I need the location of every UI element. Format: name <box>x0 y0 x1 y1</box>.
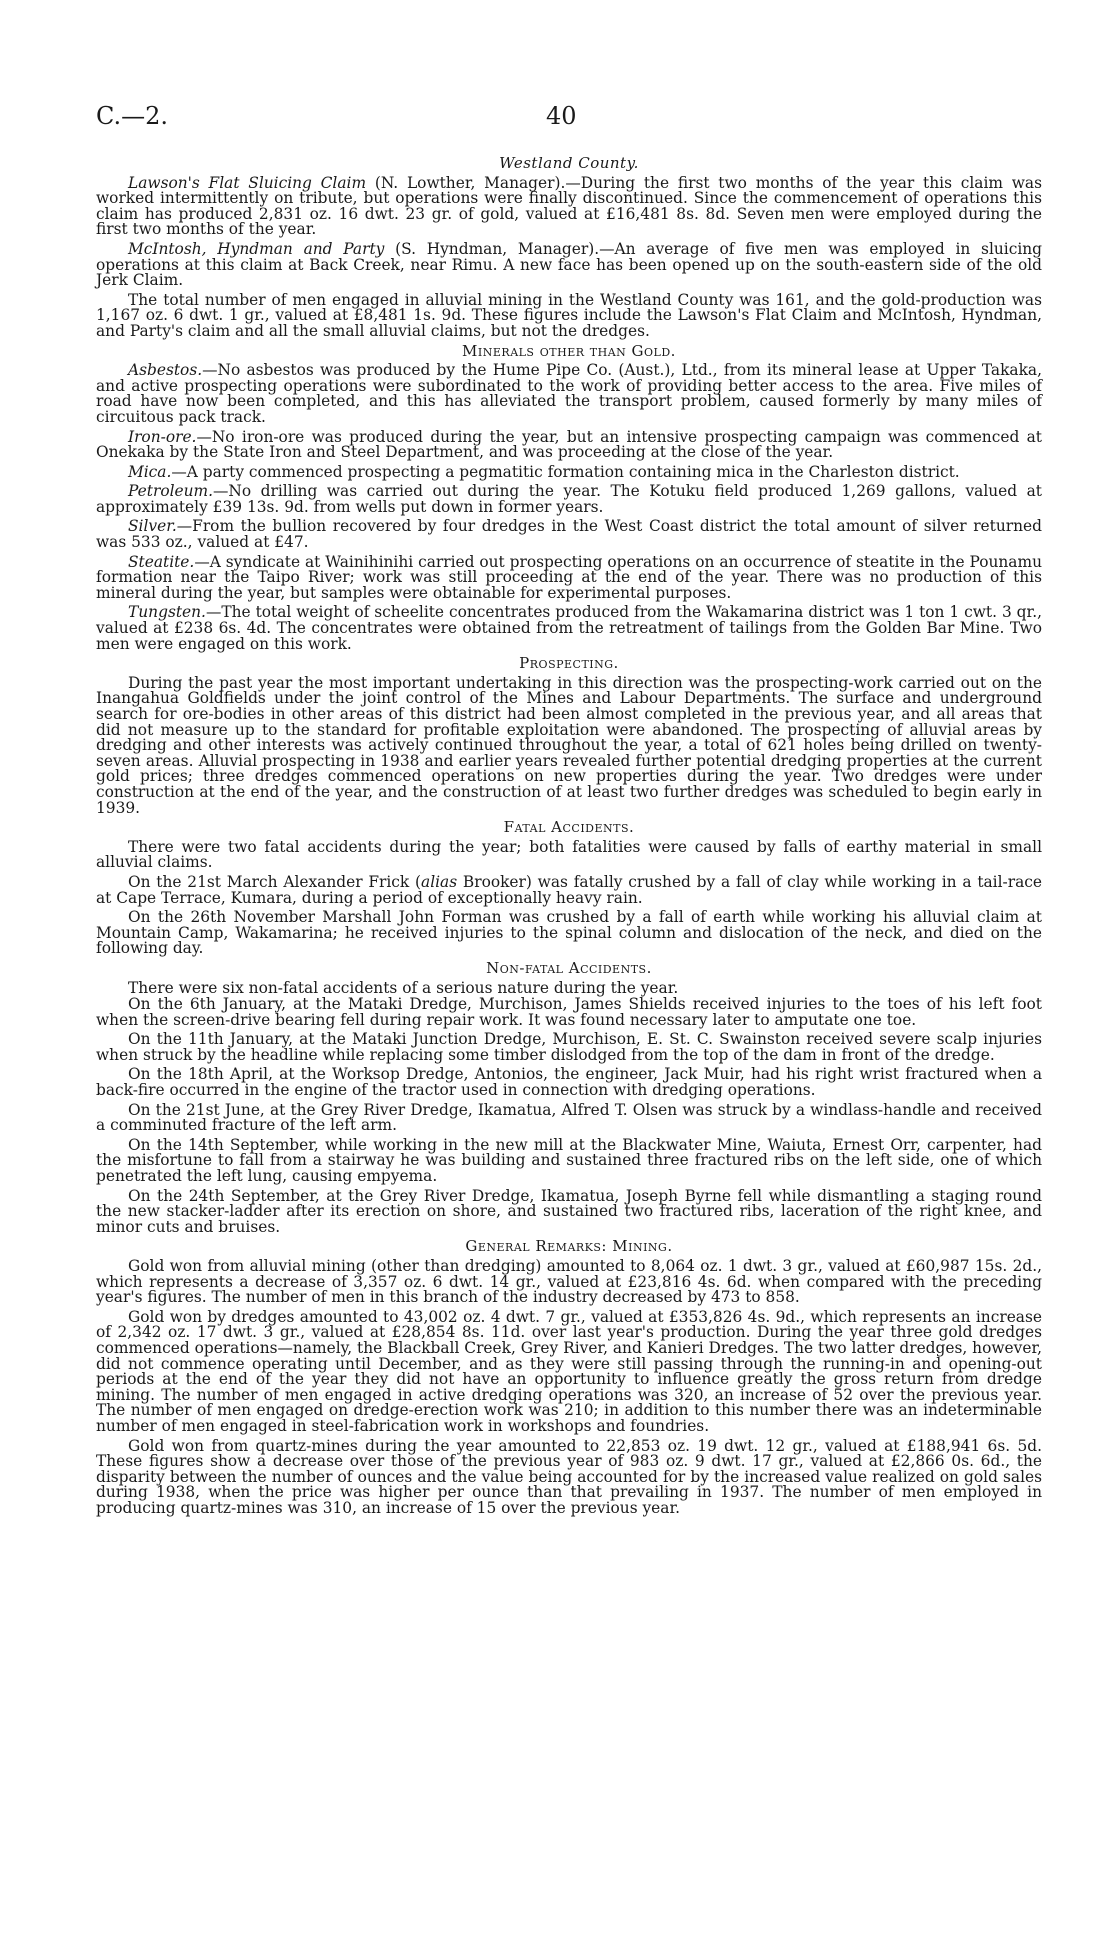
section-heading-minerals: Minerals other than Gold. <box>462 341 676 360</box>
paragraph-alluvial-gold: Gold won from alluvial mining (other than dredging) amounted to 8,064 oz. 1 dwt. 3 gr., valued at £60,987 15s. 2d., which represents a decrease of 3,357 oz. 6 dwt. 14 gr., valued at £23,816 4s. 6d. when compared with the preceding year's figures. The number of men in this branch of the industry decreased by 473 to 858. <box>96 1257 1042 1307</box>
paragraph-text: Brooker) was fatally crushed by a fall of clay while working in a tail-race at Cape Terrace, Kumara, during a period of exceptionally heavy rain. <box>96 872 1042 907</box>
claim-name: McIntosh, Hyndman and Party <box>128 239 385 258</box>
paragraph-text: —A party commenced prospecting a pegmatitic formation containing mica in the Charleston district. <box>171 462 960 481</box>
paragraph-text: —A syndicate at Wainihinihi carried out prospecting operations on an occurrence of steatite in the Pounamu formation near the Taipo River; work was still proceeding at the end of the year. There was no production of this mineral during the year, but samples were obtainable for experimental purposes. <box>96 552 1042 602</box>
paragraph-mcintosh <box>96 239 1043 290</box>
paragraph-text: —No asbestos was produced by the Hume Pipe Co. (Aust.), Ltd., from its mineral lease at Upper Takaka, and active prospecting operations were subordinated to the work of providing better access to the area. Five miles of road have now been completed, and this has alleviated the transport problem, caused formerly by many miles of circuitous pack track. <box>96 361 1042 426</box>
section-heading-prospecting: Prospecting. <box>519 654 619 673</box>
mineral-name: Mica. <box>128 462 172 481</box>
paragraph-nonfatal-olsen: On the 21st June, at the Grey River Dredge, Ikamatua, Alfred T. Olsen was struck by a windlass-handle and received a comminuted fracture of the left arm. <box>96 1100 1042 1135</box>
paragraph-text: (S. Hyndman, Manager).—An average of five men was employed in sluicing operations at this claim at Back Creek, near Rimu. A new face has been opened up on the south-eastern side of the old Jerk Claim. <box>96 239 1043 290</box>
paragraph-text: On the 21st March Alexander Frick ( <box>128 872 422 891</box>
paragraph-iron-ore <box>96 427 1042 462</box>
section-heading-fatal-accidents: Fatal Accidents. <box>503 818 635 837</box>
paragraph-text: (N. Lowther, Manager).—During the first two months of the year this claim was worked intermittently on tribute, but operations were finally discontinued. Since the commencement of operations this claim has produced 2,831 oz. 16 dwt. 23 gr. of gold, valued at £16,481 8s. 8d. Seven men were employed during the first two months of the year. <box>96 173 1042 239</box>
paragraph-quartz-gold: Gold won from quartz-mines during the year amounted to 22,853 oz. 19 dwt. 12 gr., valued at £188,941 6s. 5d. These figures show a decrease over those of the previous year of 983 oz. 9 dwt. 17 gr., valued at £2,866 0s. 6d., the disparity between the number of ounces and the value being accounted for by the increased value realized on gold sales during 1938, when the price was higher per ounce than that prevailing in 1937. The number of men employed in producing quartz-mines was 310, an increase of 15 over the previous year. <box>96 1436 1042 1517</box>
paragraph-text: —The total weight of scheelite concentrates produced from the Wakamarina district was 1 ton 1 cwt. 3 qr., valued at £238 6s. 4d. The concentrates were obtained from the retreatment of tailings from the Golden Bar Mine. Two men were engaged on this work. <box>96 603 1042 653</box>
paragraph-steatite <box>96 552 1042 602</box>
page-number: 40 <box>546 102 577 130</box>
paragraph-prospecting: During the past year the most important undertaking in this direction was the prospecting-work carried out on the Inangahua Goldfields under the joint control of the Mines and Labour Departments. The surface and underground search for ore-bodies in other areas of this district had been almost completed in the previous year, and all areas that did not measure up to the standard for profitable exploitation were abandoned. The prospecting of alluvial areas by dredging and other interests was actively continued throughout the year, a total of 621 holes being drilled on twenty-seven areas. Alluvial prospecting in 1938 and earlier years revealed further potential dredging properties at the current gold prices; three dredges commenced operations on new properties during the year. Two dredges were under construction at the end of the year, and the construction of at least two further dredges was scheduled to begin early in 1939. <box>96 673 1042 817</box>
mineral-name: Iron-ore. <box>128 427 197 446</box>
section-heading-westland: Westland County. <box>499 154 639 172</box>
mineral-name: Petroleum. <box>128 482 214 501</box>
section-heading-nonfatal-accidents: Non-fatal Accidents. <box>486 958 652 977</box>
paragraph-fatal-frick <box>96 872 1042 907</box>
paragraph-silver <box>96 519 1042 550</box>
paragraph-nonfatal-orr: On the 14th September, while working in the new mill at the Blackwater Mine, Waiuta, Ernest Orr, carpenter, had the misfortune to fall from a stairway he was building and sustained three fractured ribs on the left side, one of which penetrated the left lung, causing empyema. <box>96 1135 1042 1186</box>
paragraph-nonfatal-summary: There were six non-fatal accidents of a serious nature during the year. <box>128 978 679 997</box>
paragraph-mica <box>96 462 1042 481</box>
mineral-name: Steatite. <box>128 552 195 571</box>
claim-name: Lawson's Flat Sluicing Claim <box>128 173 367 192</box>
paragraph-text: —No iron-ore was produced during the year, but an intensive prospecting campaign was commenced at Onekaka by the State Iron and Steel Department, and was proceeding at the close of the year. <box>96 427 1042 462</box>
paragraph-tungsten <box>96 605 1042 652</box>
paragraph-nonfatal-shields: On the 6th January, at the Mataki Dredge, Murchison, James Shields received injuries to the toes of his left foot when the screen-drive bearing fell during repair work. It was found necessary later to amputate one toe. <box>96 995 1042 1029</box>
mineral-name: Asbestos. <box>128 361 203 380</box>
paragraph-asbestos <box>96 363 1042 425</box>
section-heading-general-remarks: General Remarks: Mining. <box>465 1237 673 1256</box>
alias-word: alias <box>421 872 458 891</box>
mineral-name: Tungsten. <box>128 603 206 622</box>
paragraph-nonfatal-muir: On the 18th April, at the Worksop Dredge, Antonios, the engineer, Jack Muir, had his right wrist fractured when a back-fire occurred in the engine of the tractor used in connection with dredging operations. <box>96 1065 1042 1100</box>
paragraph-fatal-summary: There were two fatal accidents during the year; both fatalities were caused by falls of earthy material in small alluvial claims. <box>96 837 1042 872</box>
paragraph-text: —No drilling was carried out during the year. The Kotuku field produced 1,269 gallons, valued at approximately £39 13s. 9d. from wells put down in former years. <box>96 482 1042 516</box>
paragraph-nonfatal-byrne: On the 24th September, at the Grey River Dredge, Ikamatua, Joseph Byrne fell while dismantling a staging round the new stacker-ladder after its erection on shore, and sustained two fractured ribs, laceration of the right knee, and minor cuts and bruises. <box>96 1186 1042 1236</box>
paragraph-westland-total: The total number of men engaged in alluvial mining in the Westland County was 161, and the gold-production was 1,167 oz. 6 dwt. 1 gr., valued at £8,481 1s. 9d. These figures include the Lawson's Flat Claim and McIntosh, Hyndman, and Party's claim and all the small alluvial claims, but not the dredges. <box>96 290 1042 340</box>
body-text <box>96 153 1042 1521</box>
mineral-name: Silver. <box>128 517 177 536</box>
document-code: C.—2. <box>96 102 169 130</box>
paragraph-lawsons-flat <box>96 173 1042 239</box>
page-header <box>96 102 1042 142</box>
paragraph-dredge-gold: Gold won by dredges amounted to 43,002 oz. 4 dwt. 7 gr., valued at £353,826 4s. 9d., which represents an increase of 2,342 oz. 17 dwt. 3 gr., valued at £28,854 8s. 11d. over last year's production. During the year three gold dredges commenced operations—namely, the Blackball Creek, Grey River, and Kanieri Dredges. The two latter dredges, however, did not commence operating until December, and as they were still passing through the running-in and opening-out periods at the end of the year they did not have an opportunity to influence greatly the gross return from dredge mining. The number of men engaged in active dredging operations was 320, an increase of 52 over the previous year. The number of men engaged on dredge-erection work was 210; in addition to this number there was an indeterminable number of men engaged in steel-fabrication work in workshops and foundries. <box>96 1307 1042 1435</box>
paragraph-petroleum <box>96 484 1042 515</box>
paragraph-text: —From the bullion recovered by four dredges in the West Coast district the total amount of silver returned was 533 oz., valued at £47. <box>96 517 1042 552</box>
paragraph-fatal-forman: On the 26th November Marshall John Forman was crushed by a fall of earth while working his alluvial claim at Mountain Camp, Wakamarina; he received injuries to the spinal column and dislocation of the neck, and died on the following day. <box>96 908 1042 958</box>
paragraph-nonfatal-swainston: On the 11th January, at the Mataki Junction Dredge, Murchison, E. St. C. Swainston received severe scalp injuries when struck by the headline while replacing some timber dislodged from the top of the dam in front of the dredge. <box>96 1030 1042 1064</box>
